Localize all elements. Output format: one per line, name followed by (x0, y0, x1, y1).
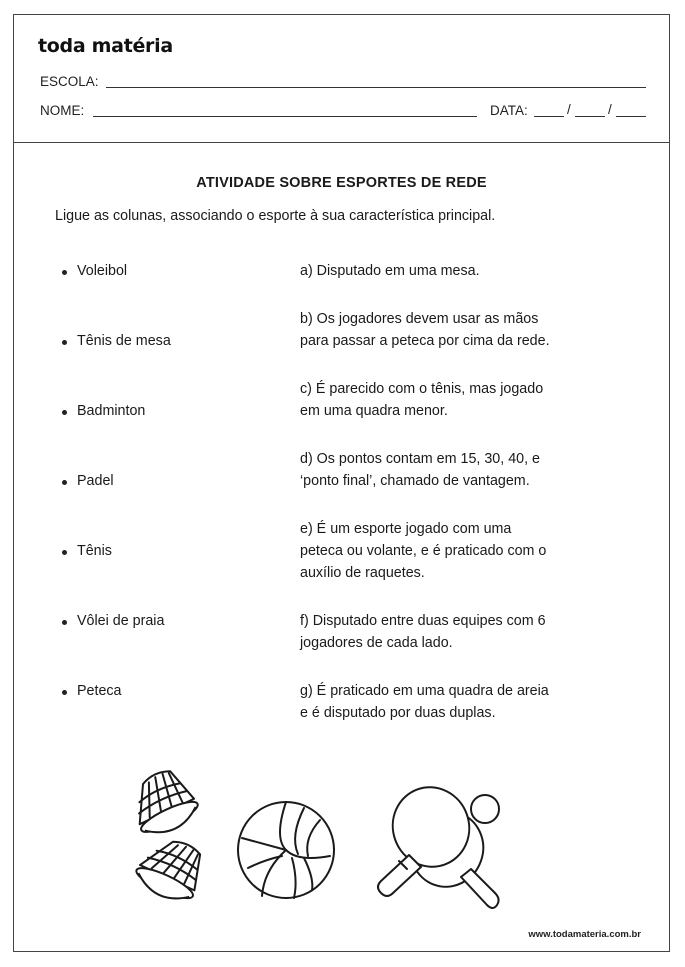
description-item[interactable]: e) É um esporte jogado com uma peteca ou volante, e é praticado com o auxílio de raquetes. (300, 521, 547, 581)
worksheet (13, 14, 670, 952)
date-day-field[interactable] (534, 116, 564, 117)
volleyball-icon (234, 798, 338, 902)
sport-item[interactable]: Peteca (64, 683, 122, 699)
description-item[interactable]: c) É parecido com o tênis, mas jogado em uma quadra menor. (300, 381, 544, 419)
description-item[interactable]: f) Disputado entre duas equipes com 6 jogadores de cada lado. (300, 613, 546, 651)
shuttlecock-icon (109, 755, 209, 915)
sport-item[interactable]: Tênis de mesa (64, 333, 171, 349)
date-separator: / (608, 102, 612, 117)
date-separator: / (567, 102, 571, 117)
sport-item[interactable]: Vôlei de praia (64, 613, 164, 629)
description-item[interactable]: b) Os jogadores devem usar as mãos para passar a peteca por cima da rede. (300, 311, 550, 349)
name-label: NOME: (40, 103, 85, 118)
header (14, 15, 669, 143)
description-item[interactable]: g) É praticado em uma quadra de areia e é disputado por duas duplas. (300, 683, 549, 721)
name-field[interactable] (93, 116, 477, 117)
sport-item[interactable]: Badminton (64, 403, 145, 419)
date-month-field[interactable] (575, 116, 605, 117)
school-label: ESCOLA: (40, 74, 99, 89)
sport-item[interactable]: Padel (64, 473, 114, 489)
footer-url[interactable]: www.todamateria.com.br (528, 929, 641, 940)
ping-pong-paddles-icon (369, 777, 509, 917)
date-label: DATA: (490, 103, 528, 118)
description-item[interactable]: a) Disputado em uma mesa. (300, 263, 480, 279)
date-year-field[interactable] (616, 116, 646, 117)
description-item[interactable]: d) Os pontos contam em 15, 30, 40, e ‘ponto final’, chamado de vantagem. (300, 451, 541, 489)
school-field[interactable] (106, 87, 646, 88)
instructions: Ligue as colunas, associando o esporte à sua característica principal. (55, 208, 496, 224)
logo: toda matéria (38, 35, 173, 57)
sport-item[interactable]: Tênis (64, 543, 112, 559)
sport-item[interactable]: Voleibol (64, 263, 127, 279)
activity-title: ATIVIDADE SOBRE ESPORTES DE REDE (196, 175, 487, 191)
